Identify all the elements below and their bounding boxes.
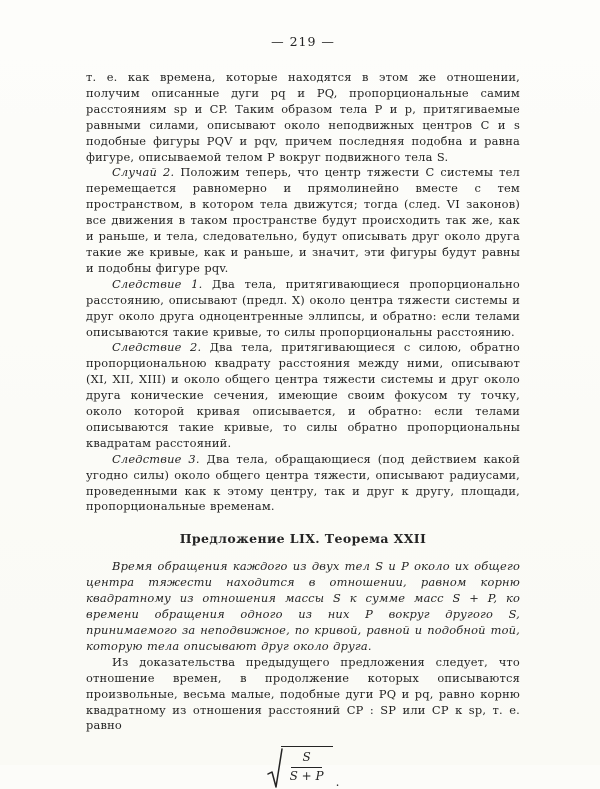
paragraph-case-2 bbox=[86, 165, 520, 276]
formula-period: . bbox=[335, 775, 340, 789]
paragraph-text: Положим теперь, что центр тяжести C системы тел перемещается равномерно и прямолинейно вместе с тем пространством, в котором тела движутся; тогда (след. VI законов) все движения в таком пространстве будут происходить так же, как и раньше, и тела, следовательно, будут описывать друг около друга такие же кривые, как и раньше, и значит, эти фигуры будут равны и подобны фигуре pqv. bbox=[86, 165, 520, 275]
fraction bbox=[290, 750, 324, 784]
paragraph-text: Два тела, притягивающиеся с силою, обратно пропорциональною квадрату расстояния между ними, описывают (XI, XII, XIII) и около общего центра тяжести системы и друг около друга конические сечения, имеющие своим фокусом ту точку, около которой кривая описывается, и обратно: если телами описываются такие кривые, то силы обратно пропорциональны квадратам расстояний. bbox=[86, 340, 520, 450]
theorem-statement bbox=[86, 559, 520, 654]
paragraph-text: Из доказательства предыдущего предложения следует, что отношение времен, в продолжение которых описываются произвольные, весьма малые, подобные дуги PQ и pq, равно корню квадратному из отношения расстояний CP : SP или CP к sp, т. е. равно bbox=[86, 654, 520, 733]
paragraph-lead: Случай 2. bbox=[112, 165, 175, 180]
proposition-heading: Предложение LIX. Теорема XXII bbox=[179, 531, 427, 547]
fraction-numerator: S bbox=[291, 750, 321, 768]
square-root-expression bbox=[267, 746, 333, 789]
paragraph-lead: Следствие 3. bbox=[112, 451, 200, 466]
paragraph-lead: Следствие 2. bbox=[112, 340, 202, 355]
paragraph-text: Два тела, обращающиеся (под действием какой угодно силы) около общего центра тяжести, описывают радиусами, проведенными как к этому центру, так и друг к другу, площади, пропорциональные временам. bbox=[86, 451, 520, 514]
page-number: — 219 — bbox=[271, 34, 335, 49]
paragraph-lead: Следствие 1. bbox=[112, 276, 203, 291]
paragraph-text: т. е. как времена, которые находятся в этом же отношении, получим описанные дуги pq и PQ, пропорциональные самим расстояниям sp и CP. Таким образом тела P и p, притягиваемые равными силами, описывают около неподвижных центров C и s подобные фигуры PQV и pqv, причем последняя подобна и равна фигуре, описываемой телом P вокруг подвижного тела S. bbox=[86, 70, 520, 164]
fraction-denominator: S + P bbox=[289, 768, 324, 783]
paragraph-corollary-1 bbox=[86, 277, 520, 341]
paragraph-closing bbox=[86, 655, 520, 735]
paragraph-continuation bbox=[86, 70, 520, 165]
paragraph-text: Время обращения каждого из двух тел S и P около их общего центра тяжести находится в отношении, равном корню квадратному из отношения массы S к сумме масс S + P, ко времени обращения одного из них P вокруг другого S, принимаемого за неподвижное, по кривой, равной и подобной той, которую тела описывают друг около друга. bbox=[86, 559, 520, 653]
radicand bbox=[281, 746, 333, 784]
formula bbox=[86, 746, 520, 789]
paragraph-corollary-2 bbox=[86, 340, 520, 451]
paragraph-corollary-3 bbox=[86, 452, 520, 516]
paragraph-text: Два тела, притягивающиеся пропорционально расстоянию, описывают (предл. X) около центра тяжести системы и друг около друга одноцентренные эллипсы, и обратно: если телами описываются такие кривые, то силы пропорциональны расстоянию. bbox=[86, 276, 520, 339]
